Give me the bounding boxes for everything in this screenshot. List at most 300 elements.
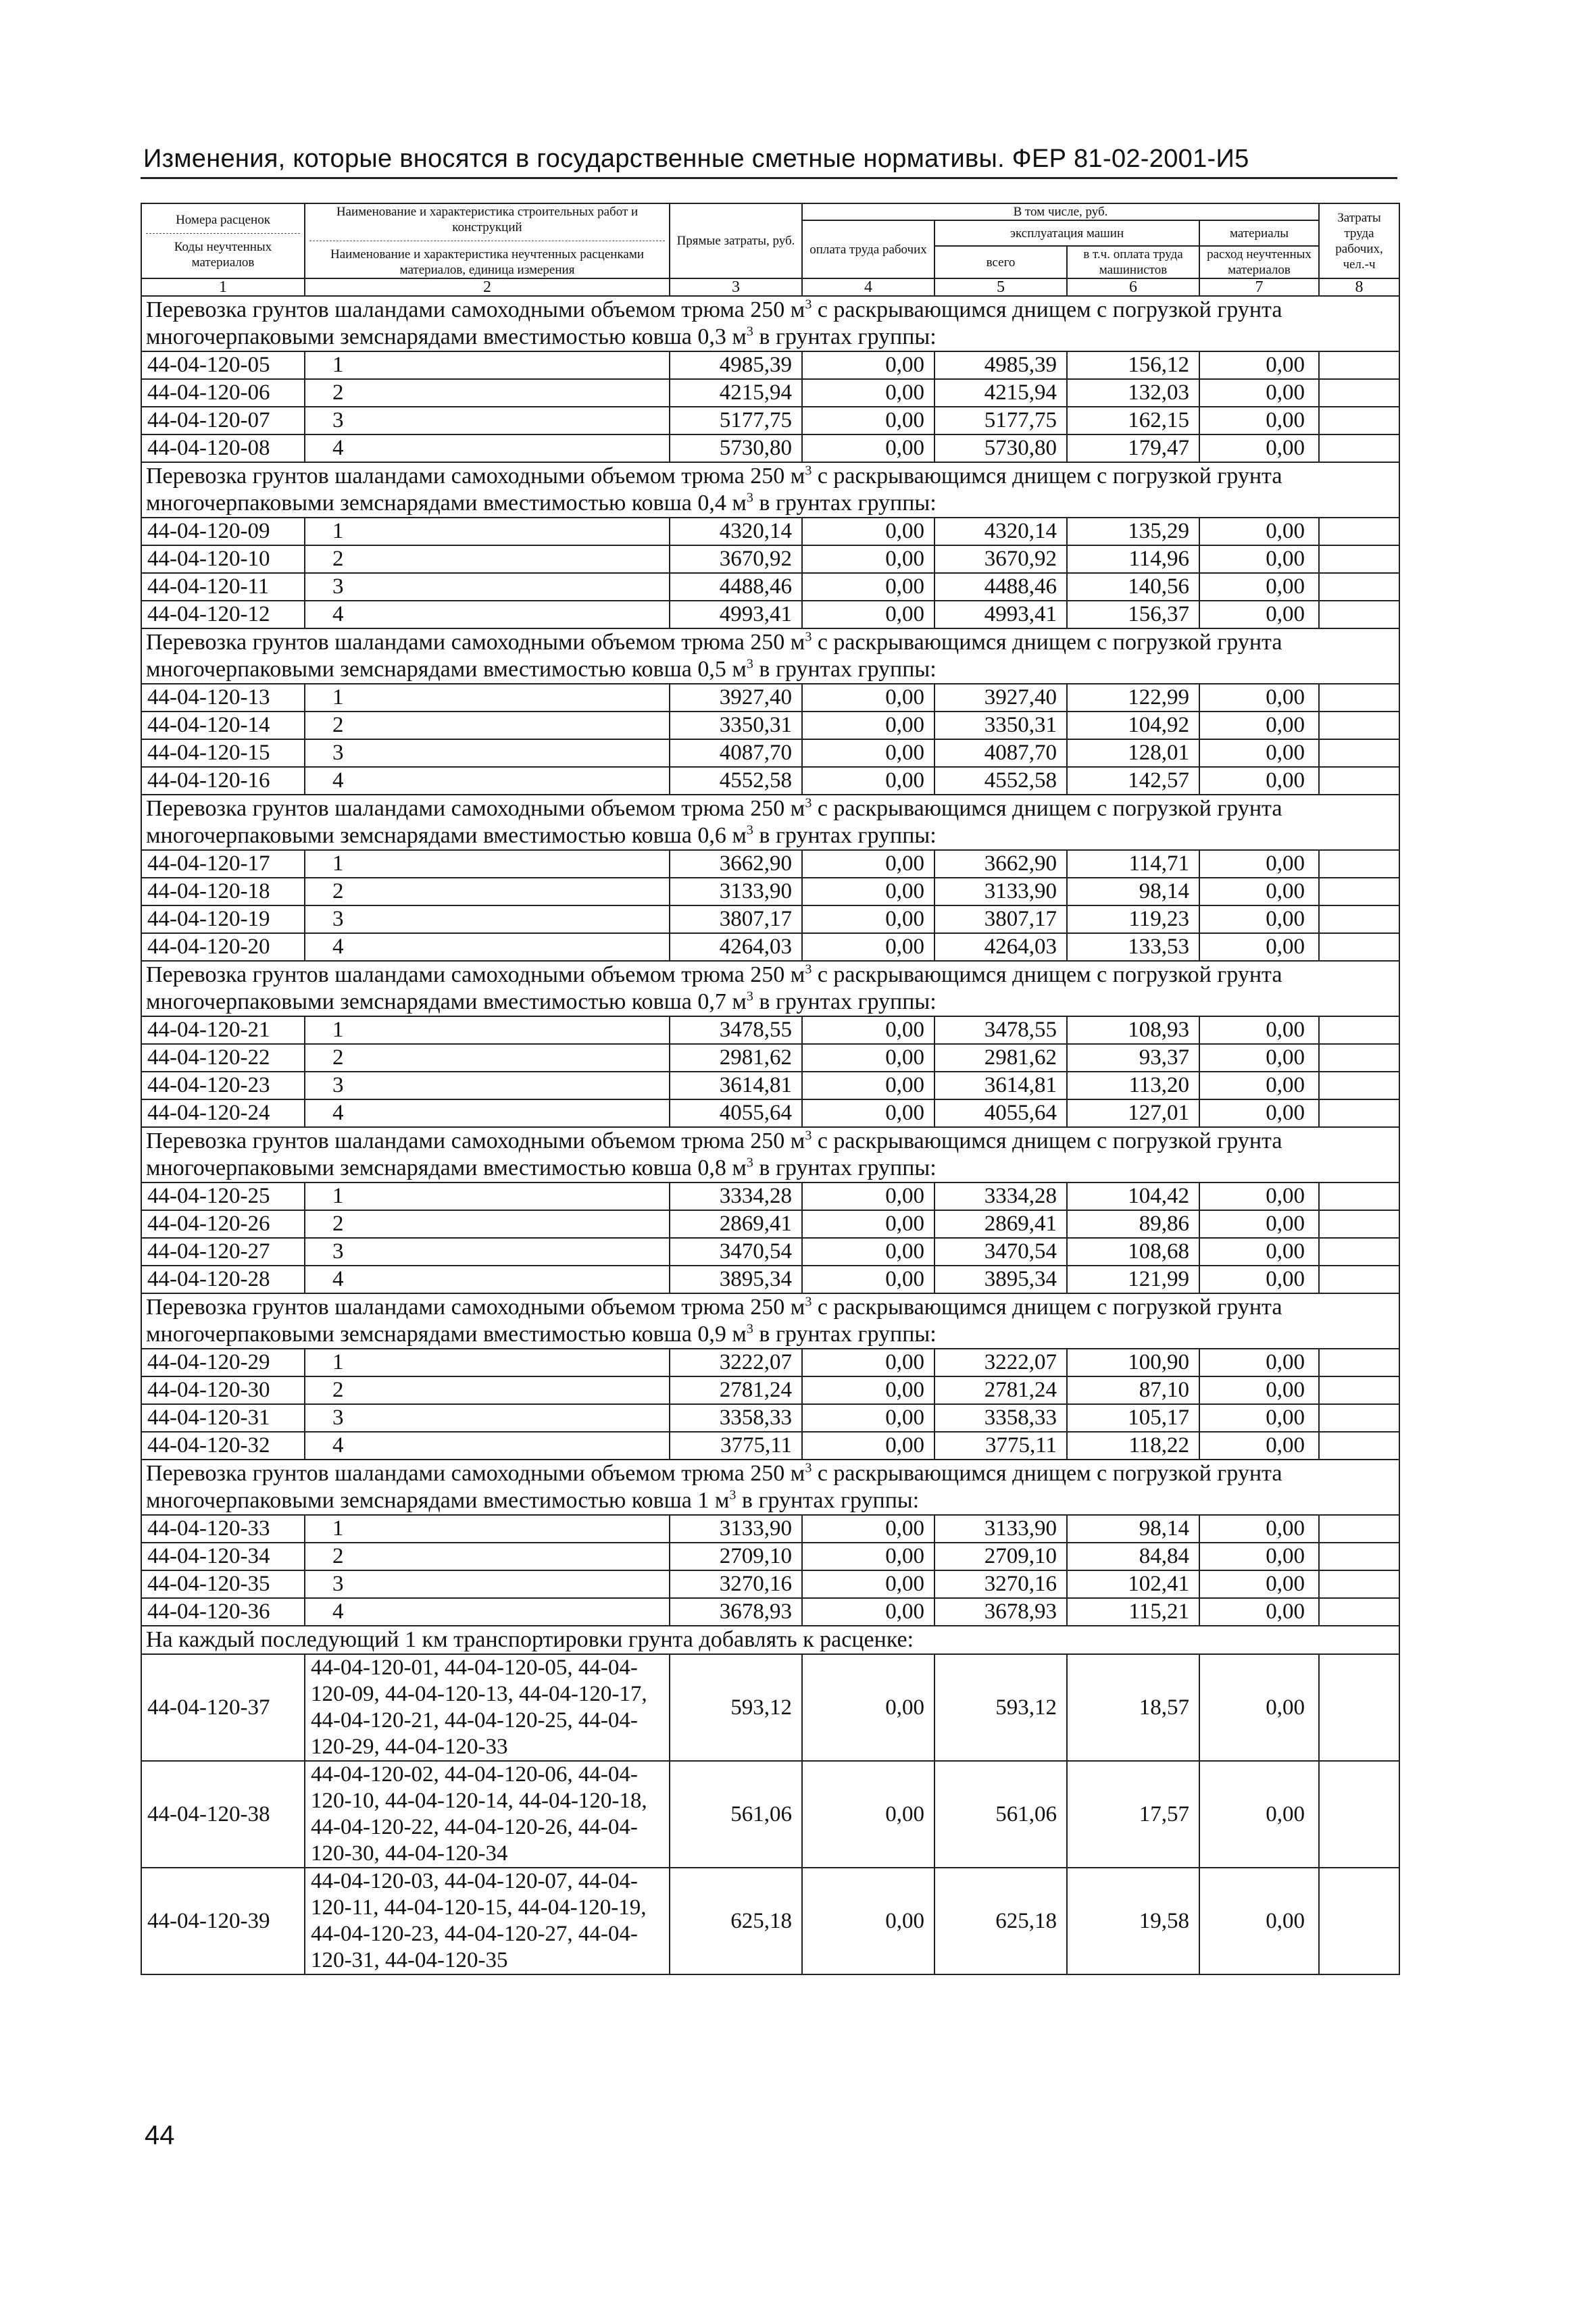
section-title-row: [141, 296, 1399, 351]
operator-pay-value: 119,23: [1067, 905, 1199, 933]
direct-costs-value: 3358,33: [670, 1404, 802, 1432]
operator-pay-value: 84,84: [1067, 1543, 1199, 1570]
table-row: [141, 518, 1399, 545]
operator-pay-value: 179,47: [1067, 434, 1199, 462]
materials-value: 0,00: [1199, 1099, 1319, 1127]
section-title: [141, 1460, 1399, 1515]
machines-total-value: 561,06: [934, 1761, 1067, 1868]
col-header-machines: эксплуатация машин: [934, 220, 1199, 246]
rate-description: 4: [305, 933, 670, 961]
worker-pay-value: 0,00: [802, 1349, 934, 1376]
worker-pay-value: 0,00: [802, 1016, 934, 1044]
rate-code: 44-04-120-22: [141, 1044, 305, 1072]
operator-pay-value: 142,57: [1067, 767, 1199, 795]
machines-total-value: 4985,39: [934, 351, 1067, 379]
worker-pay-value: 0,00: [802, 407, 934, 434]
table-row: [141, 684, 1399, 712]
direct-costs-value: 4488,46: [670, 573, 802, 601]
worker-pay-value: 0,00: [802, 1868, 934, 1974]
rate-description: 2: [305, 545, 670, 573]
section-title: [141, 296, 1399, 351]
rate-description: 44-04-120-03, 44-04-120-07, 44-04-120-11, 44-04-120-15, 44-04-120-19, 44-04-120-23, 44-04-120-27, 44-04-120-31, 44-04-120-35: [305, 1868, 670, 1974]
operator-pay-value: 19,58: [1067, 1868, 1199, 1974]
rate-description: 1: [305, 1016, 670, 1044]
materials-value: 0,00: [1199, 518, 1319, 545]
col-header-work-name: Наименование и характеристика строительных работ и конструкций: [336, 205, 639, 234]
worker-pay-value: 0,00: [802, 850, 934, 878]
materials-value: 0,00: [1199, 545, 1319, 573]
worker-pay-value: 0,00: [802, 1654, 934, 1761]
machines-total-value: 3270,16: [934, 1570, 1067, 1598]
section-title-text: Перевозка грунтов шаландами самоходными объемом трюма 250 м: [146, 297, 805, 322]
worker-pay-value: 0,00: [802, 1072, 934, 1099]
table-row: [141, 1404, 1399, 1432]
rate-code: 44-04-120-33: [141, 1515, 305, 1543]
materials-value: 0,00: [1199, 351, 1319, 379]
rate-description: 4: [305, 434, 670, 462]
worker-pay-value: 0,00: [802, 933, 934, 961]
direct-costs-value: 2869,41: [670, 1210, 802, 1238]
worker-pay-value: 0,00: [802, 878, 934, 905]
section-title-text: На каждый последующий 1 км транспортировки грунта добавлять к расценке:: [146, 1627, 914, 1652]
rate-code: 44-04-120-10: [141, 545, 305, 573]
section-title: [141, 1293, 1399, 1349]
column-number: 2: [305, 278, 670, 296]
direct-costs-value: 3222,07: [670, 1349, 802, 1376]
worker-pay-value: 0,00: [802, 1266, 934, 1293]
worker-pay-value: 0,00: [802, 1044, 934, 1072]
rate-description: 3: [305, 573, 670, 601]
operator-pay-value: 128,01: [1067, 739, 1199, 767]
direct-costs-value: 4552,58: [670, 767, 802, 795]
rate-description: 4: [305, 1266, 670, 1293]
section-title-text: с раскрывающимся днищем с погрузкой грунта многочерпаковыми земснарядами вместимостью ковша 0,8 м: [146, 1128, 1282, 1180]
operator-pay-value: 122,99: [1067, 684, 1199, 712]
operator-pay-value: 102,41: [1067, 1570, 1199, 1598]
rate-code: 44-04-120-35: [141, 1570, 305, 1598]
rate-description: 2: [305, 712, 670, 739]
page-header-title: Изменения, которые вносятся в государственные сметные нормативы. ФЕР 81-02-2001-И5: [143, 145, 1249, 173]
section-title-text: с раскрывающимся днищем с погрузкой грунта многочерпаковыми земснарядами вместимостью ковша 0,4 м: [146, 464, 1282, 516]
direct-costs-value: 4993,41: [670, 601, 802, 628]
section-title-text: с раскрывающимся днищем с погрузкой грунта многочерпаковыми земснарядами вместимостью ковша 0,3 м: [146, 297, 1282, 349]
direct-costs-value: 3270,16: [670, 1570, 802, 1598]
direct-costs-value: 3927,40: [670, 684, 802, 712]
direct-costs-value: 3807,17: [670, 905, 802, 933]
section-title-text: в грунтах группы:: [736, 1488, 920, 1513]
labor-hours-value: [1319, 601, 1399, 628]
direct-costs-value: 4215,94: [670, 379, 802, 407]
table-row: [141, 1072, 1399, 1099]
machines-total-value: 3678,93: [934, 1598, 1067, 1626]
section-title-row: [141, 1293, 1399, 1349]
materials-value: 0,00: [1199, 933, 1319, 961]
worker-pay-value: 0,00: [802, 1543, 934, 1570]
labor-hours-value: [1319, 1868, 1399, 1974]
machines-total-value: 5177,75: [934, 407, 1067, 434]
rate-description: 4: [305, 1099, 670, 1127]
machines-total-value: 4488,46: [934, 573, 1067, 601]
rate-code: 44-04-120-06: [141, 379, 305, 407]
machines-total-value: 3470,54: [934, 1238, 1067, 1266]
operator-pay-value: 115,21: [1067, 1598, 1199, 1626]
section-title-text: Перевозка грунтов шаландами самоходными объемом трюма 250 м: [146, 1295, 805, 1320]
rate-description: 1: [305, 518, 670, 545]
header-rule: [141, 177, 1397, 179]
rate-description: 4: [305, 601, 670, 628]
table-row: [141, 573, 1399, 601]
rate-code: 44-04-120-34: [141, 1543, 305, 1570]
labor-hours-value: [1319, 878, 1399, 905]
rate-description: 1: [305, 1515, 670, 1543]
section-title-text: Перевозка грунтов шаландами самоходными объемом трюма 250 м: [146, 464, 805, 489]
superscript-cubic: 3: [805, 629, 812, 645]
table-row: [141, 878, 1399, 905]
operator-pay-value: 127,01: [1067, 1099, 1199, 1127]
direct-costs-value: 5730,80: [670, 434, 802, 462]
direct-costs-value: 593,12: [670, 1654, 802, 1761]
section-title-text: Перевозка грунтов шаландами самоходными объемом трюма 250 м: [146, 1461, 805, 1486]
direct-costs-value: 2981,62: [670, 1044, 802, 1072]
labor-hours-value: [1319, 573, 1399, 601]
superscript-cubic: 3: [746, 1321, 753, 1337]
materials-value: 0,00: [1199, 1072, 1319, 1099]
labor-hours-value: [1319, 1515, 1399, 1543]
machines-total-value: 2869,41: [934, 1210, 1067, 1238]
materials-value: 0,00: [1199, 712, 1319, 739]
labor-hours-value: [1319, 767, 1399, 795]
worker-pay-value: 0,00: [802, 684, 934, 712]
rate-description: 3: [305, 407, 670, 434]
labor-hours-value: [1319, 1404, 1399, 1432]
rate-code: 44-04-120-23: [141, 1072, 305, 1099]
table-row: [141, 1266, 1399, 1293]
machines-total-value: 625,18: [934, 1868, 1067, 1974]
worker-pay-value: 0,00: [802, 1761, 934, 1868]
labor-hours-value: [1319, 850, 1399, 878]
operator-pay-value: 140,56: [1067, 573, 1199, 601]
materials-value: 0,00: [1199, 1598, 1319, 1626]
machines-total-value: 3222,07: [934, 1349, 1067, 1376]
machines-total-value: 3614,81: [934, 1072, 1067, 1099]
section-title-text: в грунтах группы:: [753, 324, 937, 349]
section-title-row: [141, 1626, 1399, 1654]
machines-total-value: 4264,03: [934, 933, 1067, 961]
section-title-row: [141, 961, 1399, 1016]
rate-code: 44-04-120-29: [141, 1349, 305, 1376]
direct-costs-value: 2781,24: [670, 1376, 802, 1404]
rate-description: 2: [305, 1210, 670, 1238]
operator-pay-value: 135,29: [1067, 518, 1199, 545]
operator-pay-value: 98,14: [1067, 878, 1199, 905]
rate-code: 44-04-120-24: [141, 1099, 305, 1127]
rate-description: 1: [305, 1349, 670, 1376]
table-row: [141, 1099, 1399, 1127]
section-title: [141, 795, 1399, 850]
labor-hours-value: [1319, 545, 1399, 573]
direct-costs-value: 3614,81: [670, 1072, 802, 1099]
section-title: [141, 628, 1399, 684]
section-title-text: Перевозка грунтов шаландами самоходными объемом трюма 250 м: [146, 630, 805, 655]
machines-total-value: 4215,94: [934, 379, 1067, 407]
direct-costs-value: 3133,90: [670, 878, 802, 905]
machines-total-value: 3775,11: [934, 1432, 1067, 1460]
worker-pay-value: 0,00: [802, 434, 934, 462]
table-row: [141, 1044, 1399, 1072]
rate-code: 44-04-120-37: [141, 1654, 305, 1761]
labor-hours-value: [1319, 712, 1399, 739]
direct-costs-value: 4087,70: [670, 739, 802, 767]
rate-code: 44-04-120-31: [141, 1404, 305, 1432]
direct-costs-value: 3775,11: [670, 1432, 802, 1460]
worker-pay-value: 0,00: [802, 351, 934, 379]
labor-hours-value: [1319, 1016, 1399, 1044]
operator-pay-value: 114,71: [1067, 850, 1199, 878]
worker-pay-value: 0,00: [802, 379, 934, 407]
column-number: 8: [1319, 278, 1399, 296]
section-title-row: [141, 1460, 1399, 1515]
table-row: [141, 379, 1399, 407]
rate-code: 44-04-120-11: [141, 573, 305, 601]
table-row: [141, 850, 1399, 878]
rate-description: 1: [305, 684, 670, 712]
operator-pay-value: 89,86: [1067, 1210, 1199, 1238]
direct-costs-value: 3470,54: [670, 1238, 802, 1266]
labor-hours-value: [1319, 1761, 1399, 1868]
machines-total-value: 3334,28: [934, 1183, 1067, 1210]
materials-value: 0,00: [1199, 1761, 1319, 1868]
col-header-material-name: Наименование и характеристика неучтенных расценками материалов, единица измерения: [330, 247, 645, 277]
direct-costs-value: 4264,03: [670, 933, 802, 961]
labor-hours-value: [1319, 1044, 1399, 1072]
section-title: [141, 1127, 1399, 1183]
machines-total-value: 3670,92: [934, 545, 1067, 573]
machines-total-value: 2781,24: [934, 1376, 1067, 1404]
operator-pay-value: 133,53: [1067, 933, 1199, 961]
worker-pay-value: 0,00: [802, 712, 934, 739]
rate-code: 44-04-120-32: [141, 1432, 305, 1460]
rate-code: 44-04-120-13: [141, 684, 305, 712]
section-title-row: [141, 1127, 1399, 1183]
section-title-text: в грунтах группы:: [753, 1322, 937, 1347]
worker-pay-value: 0,00: [802, 573, 934, 601]
materials-value: 0,00: [1199, 1183, 1319, 1210]
table-row: [141, 1016, 1399, 1044]
labor-hours-value: [1319, 1543, 1399, 1570]
labor-hours-value: [1319, 1099, 1399, 1127]
operator-pay-value: 132,03: [1067, 379, 1199, 407]
operator-pay-value: 105,17: [1067, 1404, 1199, 1432]
section-title-text: с раскрывающимся днищем с погрузкой грунта многочерпаковыми земснарядами вместимостью ковша 0,7 м: [146, 962, 1282, 1014]
rate-code: 44-04-120-17: [141, 850, 305, 878]
rate-code: 44-04-120-25: [141, 1183, 305, 1210]
machines-total-value: 3927,40: [934, 684, 1067, 712]
rate-description: 2: [305, 379, 670, 407]
materials-value: 0,00: [1199, 1349, 1319, 1376]
direct-costs-value: 3334,28: [670, 1183, 802, 1210]
worker-pay-value: 0,00: [802, 518, 934, 545]
rate-description: 3: [305, 1072, 670, 1099]
machines-total-value: 3350,31: [934, 712, 1067, 739]
section-title-text: с раскрывающимся днищем с погрузкой грунта многочерпаковыми земснарядами вместимостью ковша 0,6 м: [146, 796, 1282, 848]
materials-value: 0,00: [1199, 767, 1319, 795]
rate-description: 3: [305, 1404, 670, 1432]
rate-code: 44-04-120-19: [141, 905, 305, 933]
superscript-cubic: 3: [805, 795, 812, 811]
machines-total-value: 2709,10: [934, 1543, 1067, 1570]
operator-pay-value: 100,90: [1067, 1349, 1199, 1376]
machines-total-value: 4087,70: [934, 739, 1067, 767]
table-row: [141, 351, 1399, 379]
table-row: [141, 1432, 1399, 1460]
col-header-labor-hours: Затраты труда рабочих, чел.-ч: [1319, 203, 1399, 278]
machines-total-value: 4320,14: [934, 518, 1067, 545]
col-header-codes: [141, 203, 305, 278]
materials-value: 0,00: [1199, 1404, 1319, 1432]
machines-total-value: 4993,41: [934, 601, 1067, 628]
superscript-cubic: 3: [746, 822, 753, 838]
materials-value: 0,00: [1199, 684, 1319, 712]
column-number: 3: [670, 278, 802, 296]
worker-pay-value: 0,00: [802, 1570, 934, 1598]
materials-value: 0,00: [1199, 379, 1319, 407]
materials-value: 0,00: [1199, 1238, 1319, 1266]
rate-description: 2: [305, 1044, 670, 1072]
column-number: 5: [934, 278, 1067, 296]
labor-hours-value: [1319, 518, 1399, 545]
section-title: [141, 1626, 1399, 1654]
materials-value: 0,00: [1199, 905, 1319, 933]
machines-total-value: 3133,90: [934, 1515, 1067, 1543]
direct-costs-value: 3670,92: [670, 545, 802, 573]
section-title-text: с раскрывающимся днищем с погрузкой грунта многочерпаковыми земснарядами вместимостью ковша 0,5 м: [146, 630, 1282, 682]
section-title: [141, 961, 1399, 1016]
rate-code: 44-04-120-38: [141, 1761, 305, 1868]
table-row: [141, 1376, 1399, 1404]
direct-costs-value: 3478,55: [670, 1016, 802, 1044]
table-row: [141, 1183, 1399, 1210]
rate-code: 44-04-120-28: [141, 1266, 305, 1293]
superscript-cubic: 3: [729, 1487, 737, 1503]
labor-hours-value: [1319, 1072, 1399, 1099]
worker-pay-value: 0,00: [802, 545, 934, 573]
worker-pay-value: 0,00: [802, 767, 934, 795]
operator-pay-value: 114,96: [1067, 545, 1199, 573]
col-header-material-codes: Коды неучтенных материалов: [174, 239, 272, 270]
table-row: [141, 933, 1399, 961]
rate-description: 44-04-120-02, 44-04-120-06, 44-04-120-10, 44-04-120-14, 44-04-120-18, 44-04-120-22, 44-04-120-26, 44-04-120-30, 44-04-120-34: [305, 1761, 670, 1868]
operator-pay-value: 121,99: [1067, 1266, 1199, 1293]
rate-code: 44-04-120-21: [141, 1016, 305, 1044]
superscript-cubic: 3: [746, 989, 753, 1004]
operator-pay-value: 18,57: [1067, 1654, 1199, 1761]
worker-pay-value: 0,00: [802, 1183, 934, 1210]
materials-value: 0,00: [1199, 850, 1319, 878]
labor-hours-value: [1319, 1598, 1399, 1626]
direct-costs-value: 5177,75: [670, 407, 802, 434]
superscript-cubic: 3: [746, 656, 753, 672]
operator-pay-value: 93,37: [1067, 1044, 1199, 1072]
worker-pay-value: 0,00: [802, 1598, 934, 1626]
section-title-row: [141, 462, 1399, 518]
col-header-rate-numbers: Номера расценок: [176, 212, 270, 227]
table-row: [141, 1570, 1399, 1598]
section-title-text: в грунтах группы:: [753, 491, 937, 516]
rate-description: 1: [305, 351, 670, 379]
operator-pay-value: 156,12: [1067, 351, 1199, 379]
rate-code: 44-04-120-39: [141, 1868, 305, 1974]
materials-value: 0,00: [1199, 1570, 1319, 1598]
col-header-operator-pay: в т.ч. оплата труда машинистов: [1067, 246, 1199, 278]
rate-description: 2: [305, 878, 670, 905]
rate-description: 4: [305, 767, 670, 795]
rate-description: 3: [305, 1238, 670, 1266]
direct-costs-value: 3350,31: [670, 712, 802, 739]
labor-hours-value: [1319, 1210, 1399, 1238]
section-title-text: Перевозка грунтов шаландами самоходными объемом трюма 250 м: [146, 796, 805, 821]
machines-total-value: 3133,90: [934, 878, 1067, 905]
labor-hours-value: [1319, 905, 1399, 933]
labor-hours-value: [1319, 1654, 1399, 1761]
labor-hours-value: [1319, 1238, 1399, 1266]
worker-pay-value: 0,00: [802, 739, 934, 767]
operator-pay-value: 104,42: [1067, 1183, 1199, 1210]
table-row: [141, 712, 1399, 739]
section-title-text: с раскрывающимся днищем с погрузкой грунта многочерпаковыми земснарядами вместимостью ковша 1 м: [146, 1461, 1282, 1513]
rate-code: 44-04-120-09: [141, 518, 305, 545]
materials-value: 0,00: [1199, 407, 1319, 434]
operator-pay-value: 162,15: [1067, 407, 1199, 434]
rate-code: 44-04-120-36: [141, 1598, 305, 1626]
rate-code: 44-04-120-15: [141, 739, 305, 767]
rate-code: 44-04-120-18: [141, 878, 305, 905]
operator-pay-value: 118,22: [1067, 1432, 1199, 1460]
labor-hours-value: [1319, 1266, 1399, 1293]
rate-description: 1: [305, 850, 670, 878]
direct-costs-value: 4055,64: [670, 1099, 802, 1127]
materials-value: 0,00: [1199, 1515, 1319, 1543]
table-row: [141, 1543, 1399, 1570]
col-header-machines-total: всего: [934, 246, 1067, 278]
materials-value: 0,00: [1199, 601, 1319, 628]
column-number: 6: [1067, 278, 1199, 296]
machines-total-value: 3478,55: [934, 1016, 1067, 1044]
operator-pay-value: 108,68: [1067, 1238, 1199, 1266]
section-title-row: [141, 628, 1399, 684]
worker-pay-value: 0,00: [802, 1515, 934, 1543]
operator-pay-value: 113,20: [1067, 1072, 1199, 1099]
materials-value: 0,00: [1199, 1210, 1319, 1238]
table-row: [141, 407, 1399, 434]
table-row: [141, 601, 1399, 628]
rate-code: 44-04-120-05: [141, 351, 305, 379]
col-header-including: В том числе, руб.: [802, 203, 1319, 220]
rate-description: 3: [305, 1570, 670, 1598]
direct-costs-value: 4985,39: [670, 351, 802, 379]
rate-code: 44-04-120-26: [141, 1210, 305, 1238]
worker-pay-value: 0,00: [802, 1099, 934, 1127]
worker-pay-value: 0,00: [802, 1210, 934, 1238]
table-row: [141, 739, 1399, 767]
operator-pay-value: 156,37: [1067, 601, 1199, 628]
superscript-cubic: 3: [805, 463, 812, 478]
materials-value: 0,00: [1199, 1016, 1319, 1044]
rate-code: 44-04-120-27: [141, 1238, 305, 1266]
labor-hours-value: [1319, 1376, 1399, 1404]
section-title-text: Перевозка грунтов шаландами самоходными объемом трюма 250 м: [146, 962, 805, 987]
direct-costs-value: 3678,93: [670, 1598, 802, 1626]
superscript-cubic: 3: [746, 490, 753, 505]
